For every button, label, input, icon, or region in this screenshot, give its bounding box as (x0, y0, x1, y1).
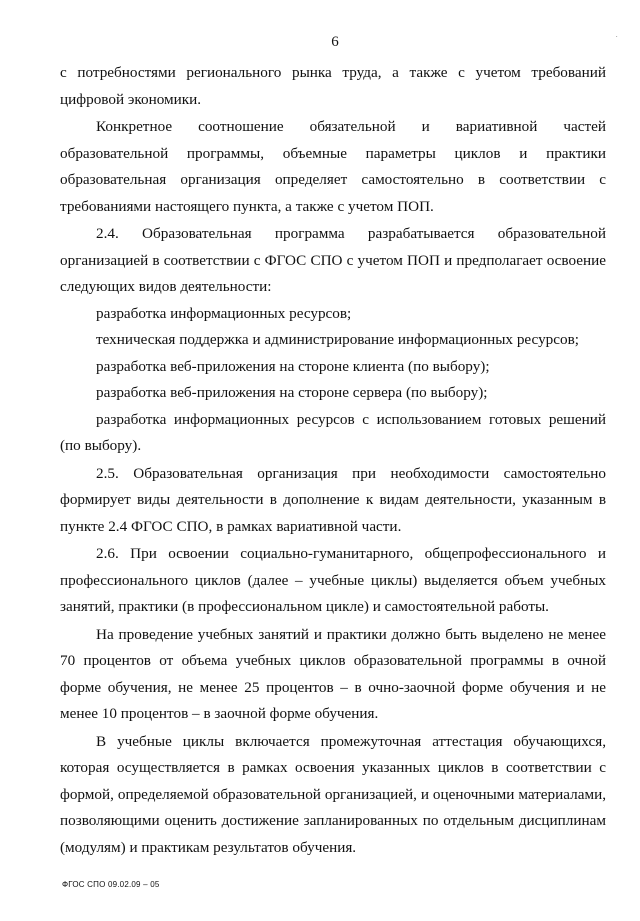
document-body (60, 60, 606, 861)
list-item: техническая поддержка и администрирование информационных ресурсов; (96, 331, 579, 348)
paragraph-ratio: Конкретное соотношение обязательной и вариативной частей образовательной программы, объемные параметры циклов и практики образовательная организация определяет самостоятельно в соответствии с требованиями настоящего пункта, а также с учетом ПОП. (60, 118, 606, 215)
list-item: разработка веб-приложения на стороне клиента (по выбору); (96, 357, 490, 375)
paragraph-share: На проведение учебных занятий и практики должно быть выделено не менее 70 процентов от объема учебных циклов образовательной программы в очной форме обучения, не менее 25 процентов – в очно-заочной форме обучения и не менее 10 процентов – в заочной форме обучения. (60, 625, 606, 722)
list-item: разработка информационных ресурсов с использованием готовых решений (по выбору). (60, 410, 606, 454)
page-number: 6 (331, 34, 339, 50)
paragraph-2-5: 2.5. Образовательная организация при необходимости самостоятельно формирует виды деятельности в дополнение к видам деятельности, указанным в пункте 2.4 ФГОС СПО, в рамках вариативной части. (60, 464, 606, 535)
document-footer-code: ФГОС СПО 09.02.09 – 05 (62, 880, 160, 889)
paragraph-2-4: 2.4. Образовательная программа разрабатывается образовательной организацией в соответствии с ФГОС СПО с учетом ПОП и предполагает освоение следующих видов деятельности: (60, 225, 606, 295)
paragraph-continuation: с потребностями регионального рынка труда, а также с учетом требований цифровой экономики. (60, 64, 606, 108)
paragraph-attestation: В учебные циклы включается промежуточная аттестация обучающихся, которая осуществляется в рамках освоения указанных циклов в соответствии с формой, определяемой образовательной организацией, и оценочными материалами, позволяющими оценить достижение запланированных по отдельным дисциплинам (модулям) и практикам результатов обучения. (60, 732, 606, 856)
corner-mark: · (615, 32, 618, 41)
paragraph-2-6: 2.6. При освоении социально-гуманитарного, общепрофессионального и профессионального циклов (далее – учебные циклы) выделяется объем учебных занятий, практики (в профессиональном цикле) и самостоятельной работы. (60, 545, 606, 615)
list-item: разработка веб-приложения на стороне сервера (по выбору); (96, 384, 488, 401)
list-item: разработка информационных ресурсов; (96, 304, 352, 322)
